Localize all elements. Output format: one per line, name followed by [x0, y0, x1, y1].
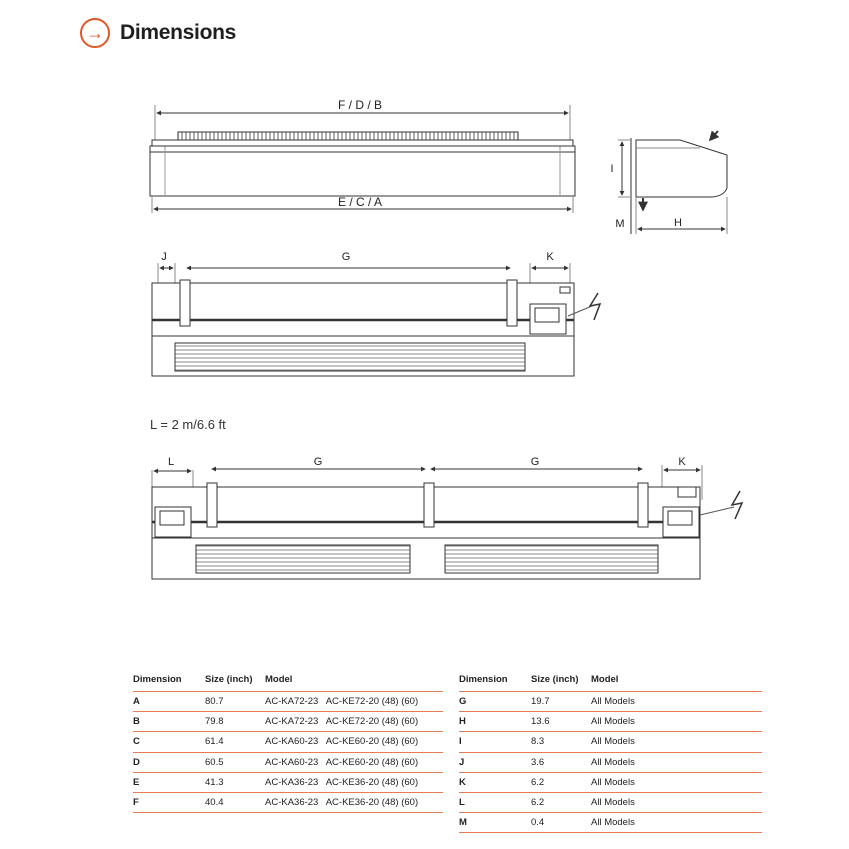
table-row	[133, 772, 443, 792]
cell-dimension: H	[459, 712, 531, 732]
table-row	[133, 692, 443, 712]
cell-size: 8.3	[531, 732, 591, 752]
label-i: I	[610, 163, 614, 175]
cell-dimension: I	[459, 732, 531, 752]
column-header: Model	[591, 673, 619, 685]
label-fdb: F / D / B	[337, 98, 383, 112]
table-row	[459, 752, 762, 772]
cell-dimension: M	[459, 813, 531, 833]
cell-dimension: D	[133, 752, 205, 772]
page-title: Dimensions	[120, 21, 237, 44]
cell-dimension: J	[459, 752, 531, 772]
table-row	[133, 792, 443, 812]
table-row	[133, 752, 443, 772]
dimension-table-left	[133, 672, 443, 813]
cell-model: AC-KA60-23 AC-KE60-20 (48) (60)	[265, 752, 443, 772]
cell-model: AC-KA36-23 AC-KE36-20 (48) (60)	[265, 772, 443, 792]
cell-dimension: L	[459, 792, 531, 812]
label-eca: E / C / A	[337, 195, 383, 209]
cell-model: All Models	[591, 792, 762, 812]
table-row	[133, 712, 443, 732]
cell-model: All Models	[591, 732, 762, 752]
cell-model: All Models	[591, 772, 762, 792]
cell-model: AC-KA60-23 AC-KE60-20 (48) (60)	[265, 732, 443, 752]
cell-dimension: B	[133, 712, 205, 732]
label-l: L	[167, 456, 175, 468]
cell-model: AC-KA36-23 AC-KE36-20 (48) (60)	[265, 792, 443, 812]
cell-size: 6.2	[531, 772, 591, 792]
cell-size: 0.4	[531, 813, 591, 833]
cell-size: 19.7	[531, 692, 591, 712]
cell-size: 79.8	[205, 712, 265, 732]
arrow-right-icon: →	[80, 18, 110, 48]
label-g1: G	[313, 456, 323, 468]
cell-model: All Models	[591, 752, 762, 772]
cell-dimension: E	[133, 772, 205, 792]
cell-size: 6.2	[531, 792, 591, 812]
cell-dimension: G	[459, 692, 531, 712]
cell-model: All Models	[591, 712, 762, 732]
label-g: G	[341, 251, 351, 263]
column-header: Dimension	[459, 673, 508, 685]
dimension-table-right	[459, 672, 762, 833]
column-header: Dimension	[133, 673, 182, 685]
length-note: L = 2 m/6.6 ft	[150, 417, 226, 432]
label-g2: G	[530, 456, 540, 468]
table-row	[459, 813, 762, 833]
table-row	[459, 712, 762, 732]
cell-model: All Models	[591, 692, 762, 712]
cell-model: AC-KA72-23 AC-KE72-20 (48) (60)	[265, 712, 443, 732]
label-m: M	[615, 218, 625, 230]
table-row	[459, 732, 762, 752]
cell-size: 80.7	[205, 692, 265, 712]
cell-dimension: K	[459, 772, 531, 792]
table-row	[459, 692, 762, 712]
column-header: Size (inch)	[531, 673, 579, 685]
cell-size: 61.4	[205, 732, 265, 752]
table-row	[459, 772, 762, 792]
column-header: Model	[265, 673, 293, 685]
cell-size: 60.5	[205, 752, 265, 772]
cell-size: 3.6	[531, 752, 591, 772]
label-k: K	[546, 251, 554, 263]
cell-size: 40.4	[205, 792, 265, 812]
cell-size: 41.3	[205, 772, 265, 792]
cell-model: All Models	[591, 813, 762, 833]
cell-dimension: C	[133, 732, 205, 752]
cell-dimension: A	[133, 692, 205, 712]
cell-size: 13.6	[531, 712, 591, 732]
table-row	[133, 732, 443, 752]
cell-model: AC-KA72-23 AC-KE72-20 (48) (60)	[265, 692, 443, 712]
label-k2: K	[678, 456, 686, 468]
table-row	[459, 792, 762, 812]
column-header: Size (inch)	[205, 673, 253, 685]
cell-dimension: F	[133, 792, 205, 812]
label-j: J	[161, 251, 167, 263]
label-h: H	[674, 217, 682, 229]
